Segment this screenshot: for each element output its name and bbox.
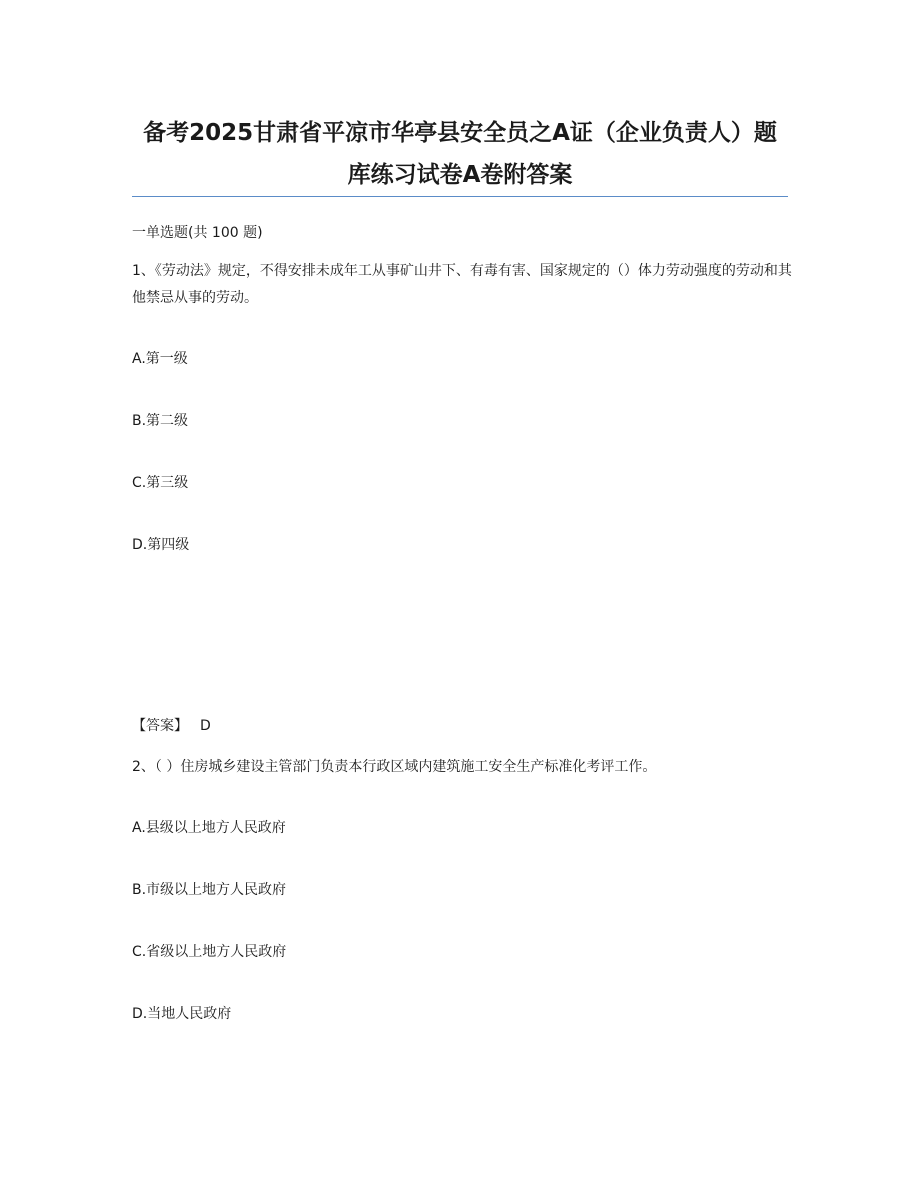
question-2-option-d: D.当地人民政府 [132, 1006, 232, 1022]
answer-value: D [200, 718, 211, 734]
question-1-stem: 1、《劳动法》规定，不得安排未成年工从事矿山井下、有毒有害、国家规定的（）体力劳动强度的劳动和其他禁忌从事的劳动。 [132, 263, 792, 306]
title-divider [132, 196, 788, 197]
document-title: 备考2025甘肃省平凉市华亭县安全员之A证（企业负责人）题库练习试卷A卷附答案 [143, 120, 777, 188]
question-1-option-a: A.第一级 [132, 351, 188, 367]
question-1-option-d: D.第四级 [132, 537, 190, 553]
answer-label: 【答案】 [132, 718, 188, 734]
question-1-answer [132, 716, 211, 736]
question-2-option-a: A.县级以上地方人民政府 [132, 820, 286, 836]
question-2-option-b: B.市级以上地方人民政府 [132, 882, 287, 898]
section-heading: 一单选题(共 100 题) [132, 225, 263, 241]
question-2-stem: 2、（ ）住房城乡建设主管部门负责本行政区域内建筑施工安全生产标准化考评工作。 [132, 759, 657, 775]
question-2-option-c: C.省级以上地方人民政府 [132, 944, 287, 960]
question-1-option-c: C.第三级 [132, 475, 189, 491]
question-1-option-b: B.第二级 [132, 413, 189, 429]
